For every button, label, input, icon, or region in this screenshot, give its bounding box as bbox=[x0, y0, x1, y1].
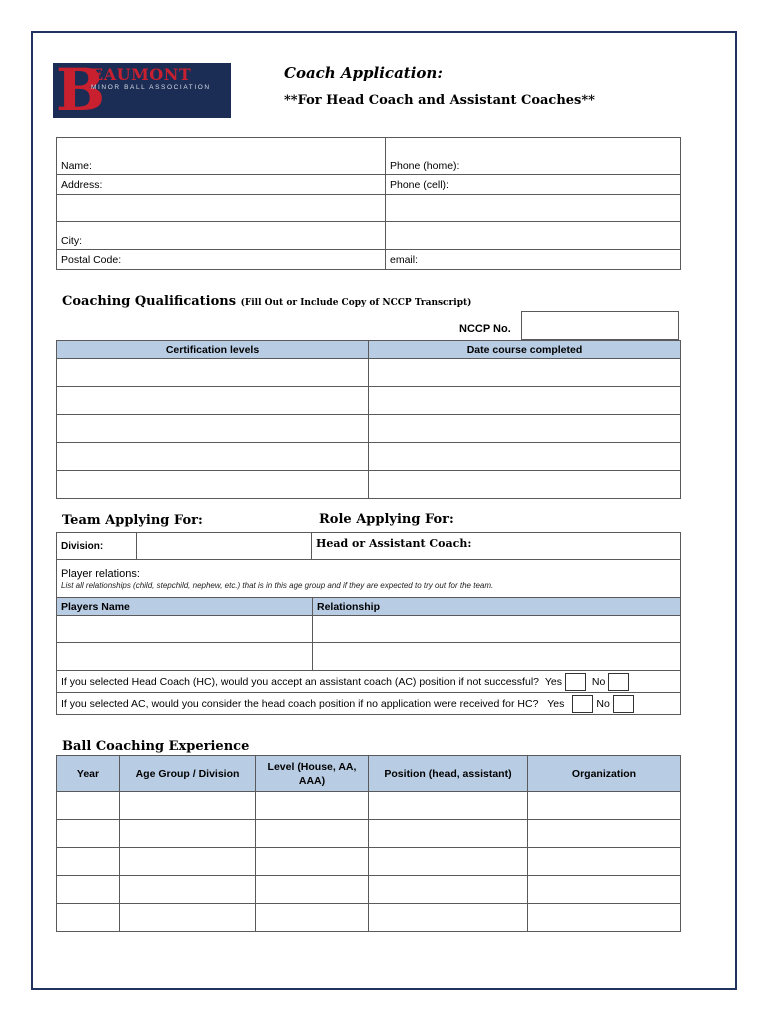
phone-home-label: Phone (home): bbox=[390, 160, 460, 172]
relationship-cell[interactable] bbox=[313, 616, 681, 643]
date-cell[interactable] bbox=[369, 415, 681, 443]
postal-code-label: Postal Code: bbox=[61, 253, 122, 266]
experience-table bbox=[56, 755, 681, 932]
certification-cell[interactable] bbox=[57, 415, 369, 443]
beaumont-logo bbox=[53, 63, 231, 118]
ac-no-label: No bbox=[596, 697, 610, 710]
city-field[interactable] bbox=[57, 222, 386, 250]
experience-cell[interactable] bbox=[528, 792, 681, 820]
experience-heading: Ball Coaching Experience bbox=[62, 739, 250, 754]
division-label: Division: bbox=[57, 533, 137, 560]
role-heading: Role Applying For: bbox=[319, 512, 454, 527]
relationship-cell[interactable] bbox=[313, 643, 681, 671]
experience-cell[interactable] bbox=[120, 848, 256, 876]
address-field[interactable] bbox=[57, 175, 386, 195]
team-heading: Team Applying For: bbox=[62, 513, 203, 528]
certification-cell[interactable] bbox=[57, 387, 369, 415]
certification-levels-header: Certification levels bbox=[57, 341, 369, 359]
experience-cell[interactable] bbox=[120, 820, 256, 848]
logo-subtitle: MINOR BALL ASSOCIATION bbox=[91, 84, 211, 91]
relations-note: List all relationships (child, stepchild, nephew, etc.) that is in this age group and if they are expected to try out for the team. bbox=[61, 580, 494, 590]
phone-cell-field[interactable] bbox=[386, 175, 681, 195]
experience-cell[interactable] bbox=[120, 904, 256, 932]
hc-yes-label: Yes bbox=[544, 675, 562, 688]
date-cell[interactable] bbox=[369, 471, 681, 499]
experience-cell[interactable] bbox=[369, 904, 528, 932]
players-name-header: Players Name bbox=[57, 598, 313, 616]
certification-table bbox=[56, 340, 681, 499]
experience-cell[interactable] bbox=[120, 876, 256, 904]
blank-field[interactable] bbox=[386, 195, 681, 222]
position-header: Position (head, assistant) bbox=[369, 756, 528, 792]
organization-header: Organization bbox=[528, 756, 681, 792]
form-title: Coach Application: bbox=[284, 64, 443, 82]
relationship-header: Relationship bbox=[313, 598, 681, 616]
email-field[interactable] bbox=[386, 250, 681, 270]
certification-cell[interactable] bbox=[57, 471, 369, 499]
ac-yes-label: Yes bbox=[547, 697, 565, 710]
experience-cell[interactable] bbox=[57, 876, 120, 904]
nccp-label: NCCP No. bbox=[459, 323, 511, 335]
name-field[interactable] bbox=[57, 138, 386, 175]
form-subtitle: **For Head Coach and Assistant Coaches** bbox=[284, 93, 595, 108]
city-label: City: bbox=[61, 235, 82, 247]
experience-cell[interactable] bbox=[369, 820, 528, 848]
certification-cell[interactable] bbox=[57, 443, 369, 471]
logo-name: EAUMONT bbox=[91, 65, 192, 84]
phone-home-field[interactable] bbox=[386, 138, 681, 175]
ac-no-checkbox[interactable] bbox=[613, 695, 634, 713]
player-name-cell[interactable] bbox=[57, 643, 313, 671]
experience-cell[interactable] bbox=[256, 820, 369, 848]
ac-question-row bbox=[57, 693, 681, 715]
year-header: Year bbox=[57, 756, 120, 792]
experience-cell[interactable] bbox=[256, 876, 369, 904]
experience-cell[interactable] bbox=[528, 820, 681, 848]
experience-cell[interactable] bbox=[256, 792, 369, 820]
hc-no-checkbox[interactable] bbox=[608, 673, 629, 691]
ac-yes-checkbox[interactable] bbox=[572, 695, 593, 713]
logo-initial: B bbox=[56, 63, 106, 118]
address-line-2-field[interactable] bbox=[57, 195, 386, 222]
age-group-header: Age Group / Division bbox=[120, 756, 256, 792]
experience-cell[interactable] bbox=[57, 904, 120, 932]
experience-cell[interactable] bbox=[369, 848, 528, 876]
relations-info bbox=[57, 560, 681, 598]
date-completed-header: Date course completed bbox=[369, 341, 681, 359]
ac-question: If you selected AC, would you consider the head coach position if no application were received for HC? bbox=[61, 697, 539, 710]
hc-question: If you selected Head Coach (HC), would you accept an assistant coach (AC) position if not successful? bbox=[61, 675, 539, 688]
blank-field[interactable] bbox=[386, 222, 681, 250]
postal-code-field[interactable] bbox=[57, 250, 386, 270]
qualifications-title: Coaching Qualifications bbox=[62, 294, 237, 309]
date-cell[interactable] bbox=[369, 443, 681, 471]
experience-cell[interactable] bbox=[528, 848, 681, 876]
hc-yes-checkbox[interactable] bbox=[565, 673, 586, 691]
nccp-number-field[interactable] bbox=[521, 311, 679, 340]
relations-label: Player relations: bbox=[61, 567, 140, 580]
experience-cell[interactable] bbox=[369, 876, 528, 904]
certification-cell[interactable] bbox=[57, 359, 369, 387]
experience-cell[interactable] bbox=[256, 848, 369, 876]
contact-table bbox=[56, 137, 681, 270]
name-label: Name: bbox=[61, 160, 92, 172]
player-name-cell[interactable] bbox=[57, 616, 313, 643]
experience-cell[interactable] bbox=[256, 904, 369, 932]
experience-cell[interactable] bbox=[120, 792, 256, 820]
email-label: email: bbox=[390, 253, 419, 266]
experience-cell[interactable] bbox=[528, 876, 681, 904]
experience-cell[interactable] bbox=[369, 792, 528, 820]
team-table bbox=[56, 532, 681, 560]
experience-cell[interactable] bbox=[57, 848, 120, 876]
hc-question-row bbox=[57, 671, 681, 693]
level-header: Level (House, AA, AAA) bbox=[256, 756, 369, 792]
qualifications-note: (Fill Out or Include Copy of NCCP Transcript) bbox=[240, 298, 472, 308]
date-cell[interactable] bbox=[369, 359, 681, 387]
experience-cell[interactable] bbox=[57, 792, 120, 820]
relations-table bbox=[56, 559, 681, 715]
qualifications-heading bbox=[62, 294, 471, 309]
role-field[interactable] bbox=[312, 533, 681, 560]
division-field[interactable] bbox=[137, 533, 312, 560]
role-label: Head or Assistant Coach: bbox=[316, 537, 472, 550]
date-cell[interactable] bbox=[369, 387, 681, 415]
experience-cell[interactable] bbox=[57, 820, 120, 848]
hc-no-label: No bbox=[591, 675, 606, 688]
experience-cell[interactable] bbox=[528, 904, 681, 932]
phone-cell-label: Phone (cell): bbox=[390, 178, 449, 191]
address-label: Address: bbox=[61, 178, 103, 191]
